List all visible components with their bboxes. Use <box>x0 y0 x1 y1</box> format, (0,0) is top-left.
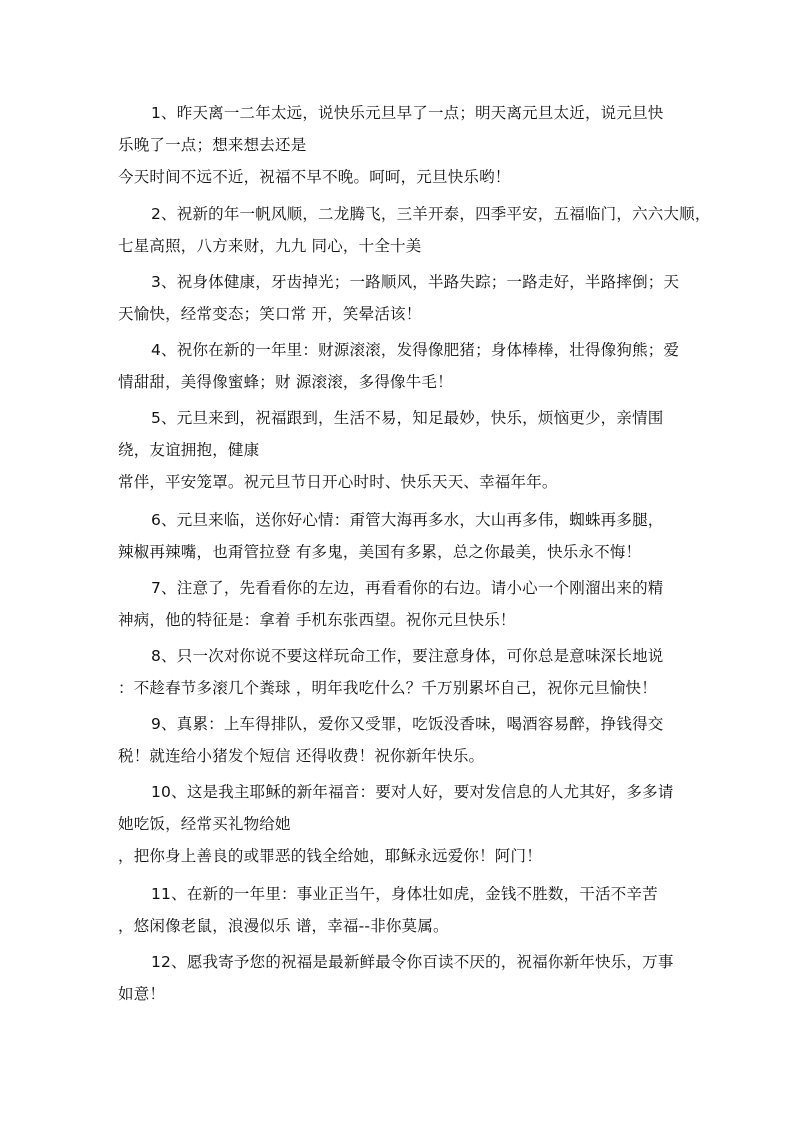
paragraph-7 <box>118 572 678 636</box>
text-line: 她吃饭，经常买礼物给她 <box>118 815 291 833</box>
text-line: 5、元旦来到，祝福跟到，生活不易，知足最妙，快乐，烦恼更少，亲情围 <box>151 409 664 427</box>
paragraph-12 <box>118 946 678 1010</box>
paragraph-1 <box>118 97 678 193</box>
text-line: 神病，他的特征是：拿着 手机东张西望。祝你元旦快乐！ <box>118 611 516 629</box>
text-line: 3、祝身体健康，牙齿掉光；一路顺风，半路失踪；一路走好，半路摔倒；天 <box>151 273 680 291</box>
paragraph-5 <box>118 402 678 498</box>
paragraph-8 <box>118 640 678 704</box>
text-line: 今天时间不远不近，祝福不早不晚。呵呵，元旦快乐哟！ <box>118 168 511 186</box>
text-line: 9、真累：上车得排队，爱你又受罪，吃饭没香味，喝酒容易醉，挣钱得交 <box>151 715 664 733</box>
text-line: 情甜甜，美得像蜜蜂；财 源滚滚，多得像牛毛！ <box>118 373 453 391</box>
text-line: 1、昨天离一二年太远，说快乐元旦早了一点；明天离元旦太近，说元旦快 <box>151 104 664 122</box>
text-line: 12、愿我寄予您的祝福是最新鲜最令你百读不厌的，祝福你新年快乐，万事 <box>151 953 674 971</box>
text-line: 七星高照，八方来财，九九 同心，十全十美 <box>118 237 422 255</box>
text-line: 常伴，平安笼罩。祝元旦节日开心时时、快乐天天、幸福年年。 <box>118 473 558 491</box>
text-line: 辣椒再辣嘴，也甭管拉登 有多鬼，美国有多累，总之你最美，快乐永不悔！ <box>118 543 642 561</box>
text-line: ，悠闲像老鼠，浪漫似乐 谱，幸福--非你莫属。 <box>118 917 449 935</box>
text-line: 天愉快，经常变态；笑口常 开，笑晕活该！ <box>118 305 422 323</box>
paragraph-6 <box>118 504 678 568</box>
text-line: 绕，友谊拥抱，健康 <box>118 441 260 459</box>
paragraph-2 <box>118 198 711 262</box>
text-line: 8、只一次对你说不要这样玩命工作，要注意身体，可你总是意味深长地说 <box>151 647 664 665</box>
text-line: 4、祝你在新的一年里：财源滚滚，发得像肥猪；身体棒棒，壮得像狗熊；爱 <box>151 341 680 359</box>
text-line: 乐晚了一点；想来想去还是 <box>118 136 307 154</box>
text-line: 6、元旦来临，送你好心情：甭管大海再多水，大山再多伟，蜘蛛再多腿， <box>151 511 664 529</box>
text-line: 10、这是我主耶稣的新年福音：要对人好，要对发信息的人尤其好，多多请 <box>151 783 674 801</box>
text-line: 税！就连给小猪发个短信 还得收费！祝你新年快乐。 <box>118 747 485 765</box>
text-line: ，把你身上善良的或罪恶的钱全给她，耶稣永远爱你！阿门！ <box>118 847 542 865</box>
paragraph-3 <box>118 266 678 330</box>
text-line: ：不趁春节多滚几个粪球 ，明年我吃什么？千万别累坏自己，祝你元旦愉快！ <box>118 679 657 697</box>
paragraph-10 <box>118 776 678 872</box>
text-line: 11、在新的一年里：事业正当午，身体壮如虎，金钱不胜数，干活不辛苦 <box>151 885 658 903</box>
paragraph-11 <box>118 878 678 942</box>
paragraph-4 <box>118 334 678 398</box>
paragraph-9 <box>118 708 678 772</box>
text-line: 如意！ <box>118 985 166 1003</box>
text-line: 2、祝新的年一帆风顺，二龙腾飞，三羊开泰，四季平安，五福临门，六六大顺， <box>151 205 711 223</box>
text-line: 7、注意了，先看看你的左边，再看看你的右边。请小心一个刚溜出来的精 <box>151 579 664 597</box>
